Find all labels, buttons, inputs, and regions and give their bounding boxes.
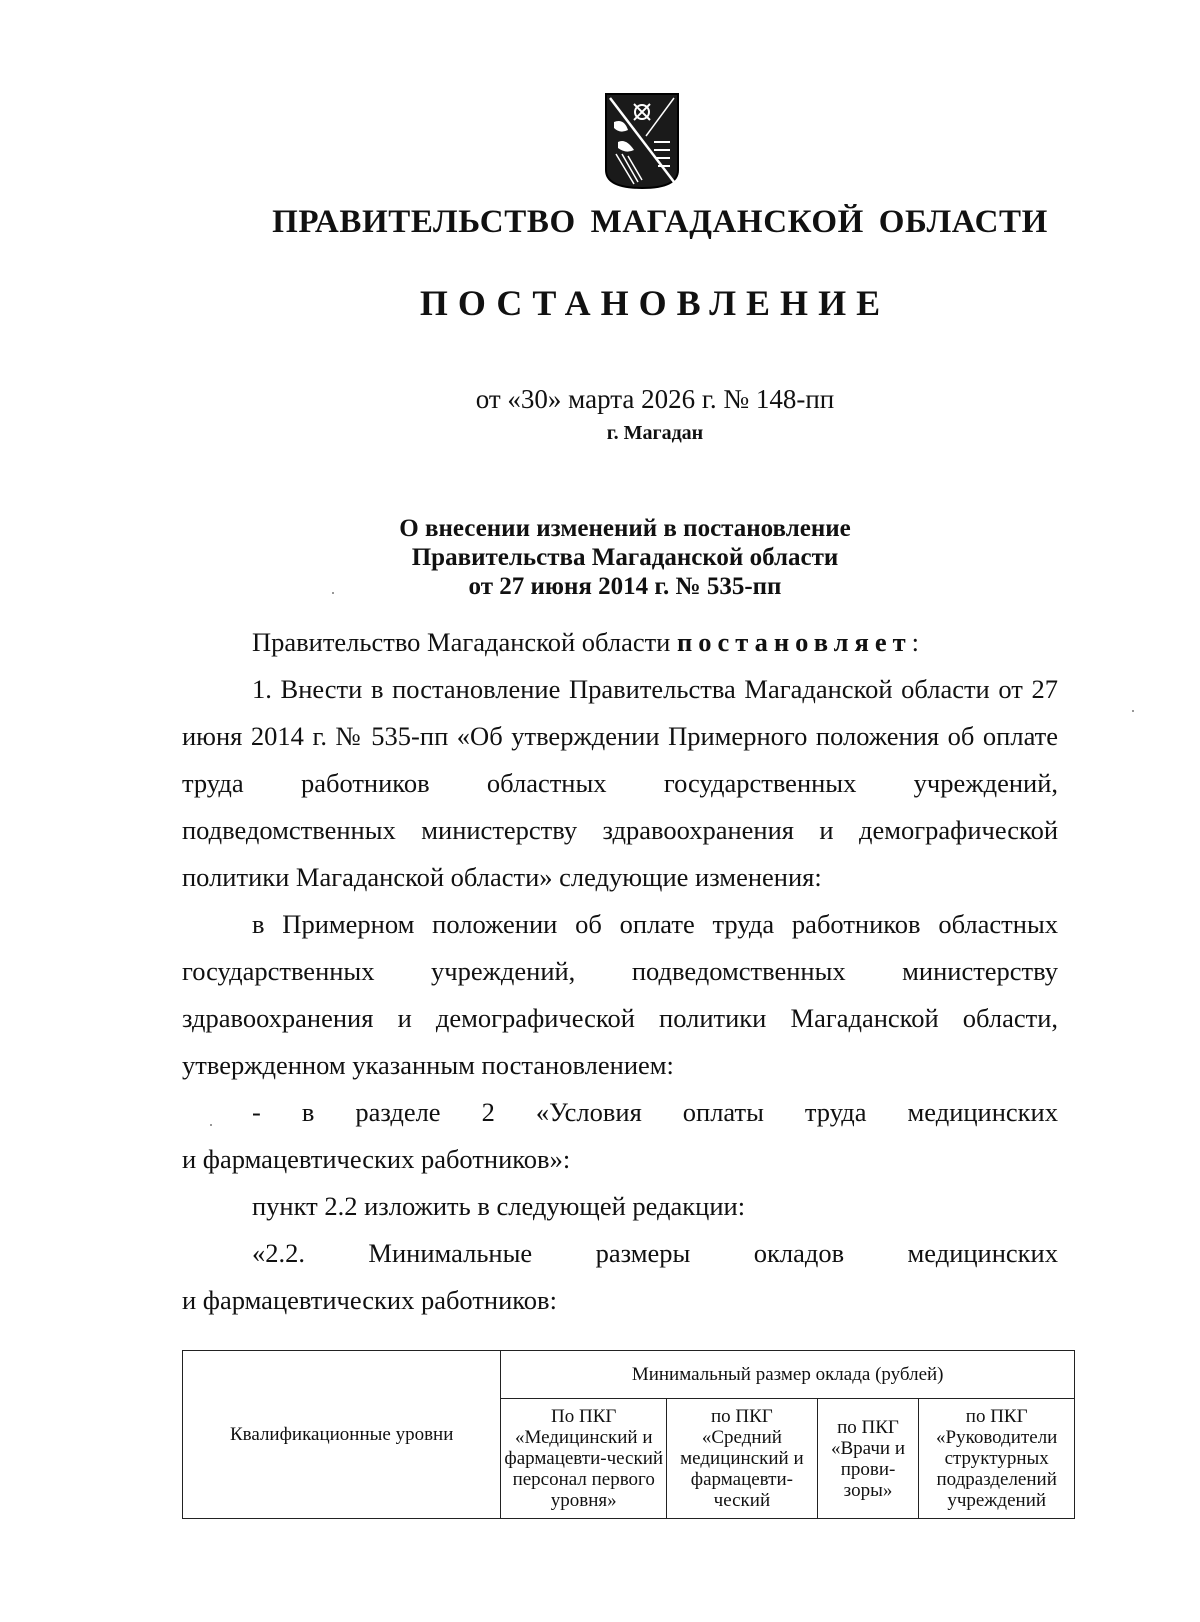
paragraph-4: пункт 2.2 изложить в следующей редакции: xyxy=(252,1191,746,1221)
decree-intro-suffix: : xyxy=(911,627,920,657)
table-column-header-1: По ПКГ «Медицинский и фармацевти-ческий персонал первого уровня» xyxy=(501,1399,667,1519)
decree-intro-line xyxy=(182,619,1058,666)
subject-line-3: от 27 июня 2014 г. № 535-пп xyxy=(468,573,782,600)
table-column-header-3: по ПКГ «Врачи и прови-зоры» xyxy=(817,1399,919,1519)
paragraph-3-line-1: - в разделе 2 «Условия оплаты труда медицинских xyxy=(252,1097,1058,1127)
subject-line-1: О внесении изменений в постановление xyxy=(399,515,851,542)
salary-table xyxy=(182,1350,1075,1519)
table-column-header-2: по ПКГ «Средний медицинский и фармацевти-ческий xyxy=(667,1399,818,1519)
scan-speck xyxy=(210,1124,212,1126)
scan-speck xyxy=(1132,710,1134,712)
table-column-header-4: по ПКГ «Руководители структурных подразделений учреждений xyxy=(919,1399,1075,1519)
government-title: ПРАВИТЕЛЬСТВО МАГАДАНСКОЙ ОБЛАСТИ xyxy=(272,204,1048,240)
paragraph-5-line-2: и фармацевтических работников: xyxy=(182,1285,557,1315)
document-date-number: от «30» марта 2026 г. № 148-пп xyxy=(475,384,835,414)
document-city: г. Магадан xyxy=(606,422,704,444)
decree-intro-prefix: Правительство Магаданской области xyxy=(252,627,671,657)
document-subject xyxy=(0,514,1200,601)
subject-line-2: Правительства Магаданской области xyxy=(411,544,839,571)
paragraph-3-line-2: и фармацевтических работников»: xyxy=(182,1144,571,1174)
decree-intro xyxy=(182,619,1058,1324)
paragraph-1: 1. Внести в постановление Правительства Магаданской области от 27 июня 2014 г. № 535-пп «Об утверждении Примерного положения об оплате труда работников областных государственных учреждений, подведомственных министерству здравоохранения и демографической политики Магаданской области» следующие изменения: xyxy=(182,674,1058,892)
table-group-header: Минимальный размер оклада (рублей) xyxy=(501,1351,1075,1399)
paragraph-2: в Примерном положении об оплате труда работников областных государственных учреждений, подведомственных министерству здравоохранения и демографической политики Магаданской области, утвержденном указанным постановлением: xyxy=(182,909,1058,1080)
table-row-header: Квалификационные уровни xyxy=(183,1351,501,1519)
document-type: ПОСТАНОВЛЕНИЕ xyxy=(419,283,891,323)
coat-of-arms-icon xyxy=(604,92,680,190)
scan-speck xyxy=(332,592,334,594)
decree-intro-word: постановляет xyxy=(676,627,912,657)
paragraph-5-line-1: «2.2. Минимальные размеры окладов медицинских xyxy=(252,1238,1058,1268)
